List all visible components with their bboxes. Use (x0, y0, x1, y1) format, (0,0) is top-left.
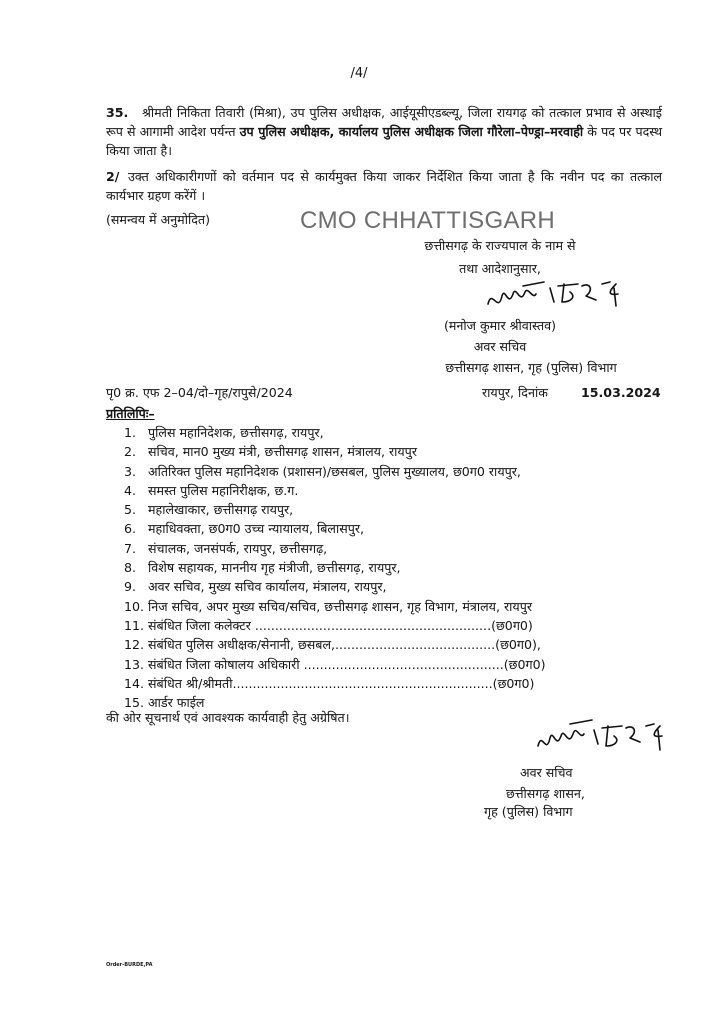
paragraph-35 (106, 104, 662, 161)
signatory2-line-2: छत्तीसगढ़ शासन, (506, 786, 585, 801)
approval-note: (समन्वय में अनुमोदित) (106, 212, 211, 227)
list-item-number: 13. (124, 656, 145, 672)
signatory-designation: अवर सचिव (473, 339, 527, 354)
list-item-text: संचालक, जनसंपर्क, रायपुर, छत्तीसगढ़, (148, 540, 328, 556)
list-item-number: 1. (124, 425, 137, 440)
list-item-number: 9. (124, 579, 137, 595)
list-item-number: 2. (124, 444, 137, 460)
list-item-number: 3. (124, 463, 137, 479)
list-item (124, 599, 546, 618)
list-item-text: अवर सचिव, मुख्य सचिव कार्यालय, मंत्रालय, रायपुर, (148, 579, 387, 595)
list-item (124, 502, 546, 521)
paragraph-text: श्रीमती निकिता तिवारी (मिश्रा), उप पुलिस अधीक्षक, आईयूसीएडब्ल्यू, जिला रायगढ़ को तत्काल प्रभाव से अस्थाई रूप से आगामी आदेश पर्यन्त (106, 105, 662, 139)
list-item (124, 541, 546, 560)
list-item-number: 14. (124, 675, 145, 691)
list-item (124, 464, 546, 483)
list-item (124, 637, 546, 656)
list-item (124, 444, 546, 463)
list-item-number: 12. (124, 637, 145, 653)
closing-line: की ओर सूचनार्थ एवं आवश्यक कार्यवाही हेतु अग्रेषित। (106, 710, 350, 725)
list-item-number: 15. (124, 695, 145, 711)
list-item (124, 483, 546, 502)
place-date-label: रायपुर, दिनांक (482, 385, 548, 400)
list-item (124, 425, 546, 444)
list-item (124, 657, 546, 676)
paragraph-number: 35. (106, 105, 129, 120)
copy-list (124, 425, 546, 714)
list-item-text: पुलिस महानिदेशक, छत्तीसगढ़, रायपुर, (148, 425, 324, 440)
list-item-number: 8. (124, 560, 137, 576)
list-item-number: 7. (124, 540, 137, 556)
new-post-bold: उप पुलिस अधीक्षक, कार्यालय पुलिस अधीक्षक जिला गौरेला–पेण्ड्रा–मरवाही (239, 123, 584, 139)
copy-heading: प्रतिलिपिः– (106, 406, 155, 421)
list-item-text: संबंधित पुलिस अधीक्षक/सेनानी, छसबल,........................................(छ0ग0), (148, 637, 541, 653)
signatory2-designation: अवर सचिव (520, 765, 573, 780)
list-item-text: संबंधित जिला कोषालय अधिकारी ..................................................(छ0ग0) (148, 656, 546, 672)
page-number: /4/ (350, 66, 368, 81)
signatory-department: छत्तीसगढ़ शासन, गृह (पुलिस) विभाग (445, 360, 617, 375)
list-item-text: अतिरिक्त पुलिस महानिदेशक (प्रशासन)/छसबल, पुलिस मुख्यालय, छ0ग0 रायपुर, (148, 463, 521, 479)
paragraph-text-end: के पद पर पदस्थ किया जाता है। (106, 123, 662, 158)
list-item (124, 560, 546, 579)
signatory2-line-3: गृह (पुलिस) विभाग (484, 804, 573, 819)
list-item-number: 10. (124, 598, 145, 614)
paragraph-number: 2/ (106, 169, 120, 184)
list-item-text: समस्त पुलिस महानिरीक्षक, छ.ग. (148, 482, 299, 498)
list-item-number: 4. (124, 482, 137, 498)
list-item-number: 6. (124, 521, 137, 537)
list-item (124, 579, 546, 598)
list-item-text: संबंधित श्री/श्रीमती.................................................................(छ0ग0) (148, 675, 535, 691)
list-item (124, 618, 546, 637)
order-by-line-2: तथा आदेशानुसार, (459, 261, 541, 276)
list-item (124, 521, 546, 540)
paragraph-2 (106, 168, 662, 206)
list-item-text: महाधिवक्ता, छ0ग0 उच्च न्यायालय, बिलासपुर, (148, 521, 365, 537)
list-item-text: आर्डर फाईल (148, 695, 205, 711)
list-item-number: 5. (124, 502, 137, 518)
list-item-text: निज सचिव, अपर मुख्य सचिव/सचिव, छत्तीसगढ़ शासन, गृह विभाग, मंत्रालय, रायपुर (148, 598, 533, 614)
footer-code: Order-BURDE,PA (106, 962, 153, 968)
list-item-text: महालेखाकार, छत्तीसगढ़ रायपुर, (148, 502, 294, 518)
signature-1 (478, 278, 648, 320)
order-date: 15.03.2024 (581, 385, 661, 400)
reference-number: पृ0 क्र. एफ 2–04/दो–गृह/रापुसे/2024 (106, 385, 293, 400)
watermark: CMO CHHATTISGARH (300, 207, 556, 234)
paragraph-text: उक्त अधिकारीगणों को वर्तमान पद से कार्यमुक्त किया जाकर निर्देशित किया जाता है कि नवीन पद का तत्काल कार्यभार ग्रहण करेंगें । (106, 169, 662, 203)
list-item-text: सचिव, मान0 मुख्य मंत्री, छत्तीसगढ़ शासन, मंत्रालय, रायपुर (148, 444, 417, 460)
signature-2 (530, 716, 670, 764)
list-item-text: संबंधित जिला कलेक्टर ...........................................................(छ0ग0) (148, 617, 533, 633)
list-item-number: 11. (124, 617, 145, 633)
list-item (124, 676, 546, 695)
signatory-name: (मनोज कुमार श्रीवास्तव) (443, 318, 557, 333)
list-item-text: विशेष सहायक, माननीय गृह मंत्रीजी, छत्तीसगढ़, रायपुर, (148, 560, 401, 576)
order-by-line-1: छत्तीसगढ़ के राज्यपाल के नाम से (424, 238, 576, 253)
